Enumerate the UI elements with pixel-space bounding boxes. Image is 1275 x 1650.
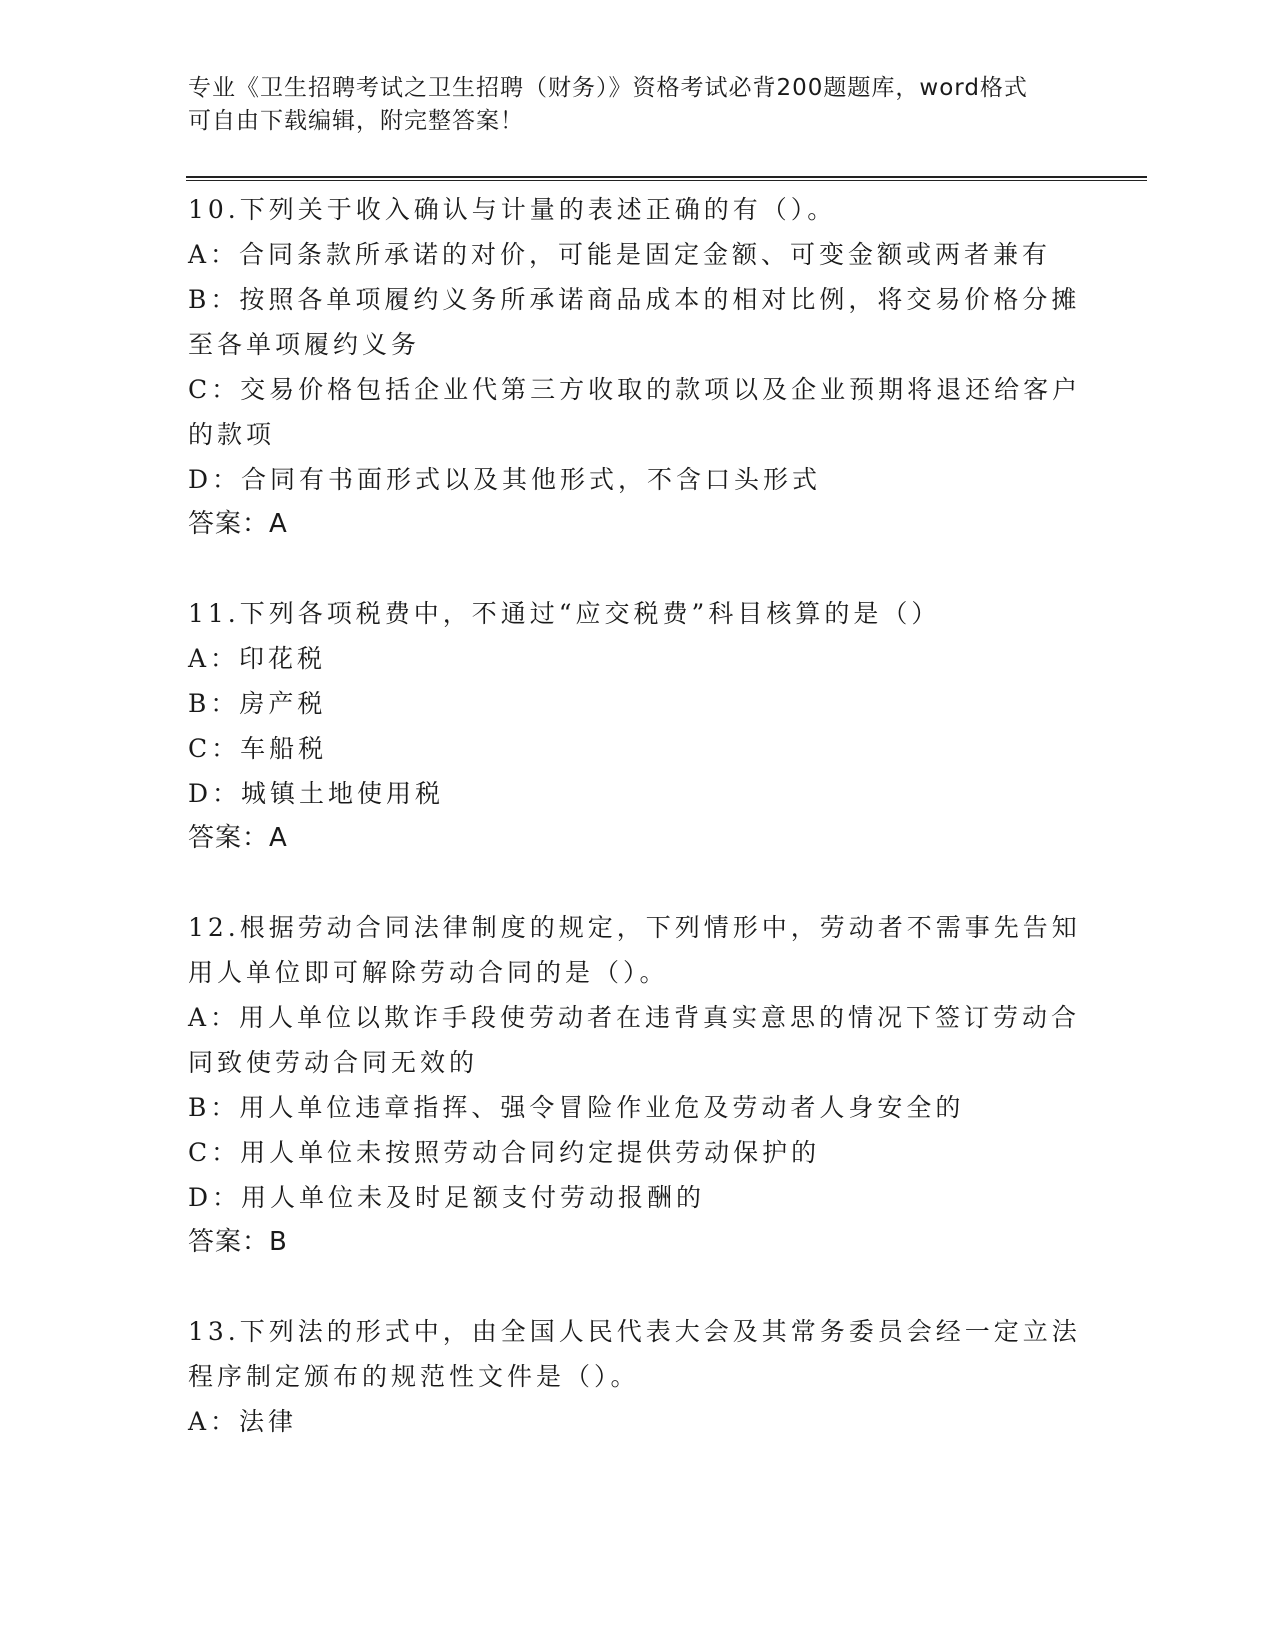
header-line: 可自由下载编辑，附完整答案！ bbox=[188, 108, 524, 134]
question-stem-continued: 程序制定颁布的规范性文件是（）。 bbox=[188, 1362, 640, 1391]
question-12 bbox=[188, 905, 1088, 1265]
option-c: C：车船税 bbox=[188, 734, 328, 763]
question-list bbox=[188, 187, 1088, 1488]
question-stem: 10.下列关于收入确认与计量的表述正确的有（）。 bbox=[188, 195, 837, 224]
header-divider bbox=[186, 176, 1147, 181]
answer-line: 答案：A bbox=[188, 823, 288, 853]
option-a: A：合同条款所承诺的对价，可能是固定金额、可变金额或两者兼有 bbox=[188, 240, 1052, 269]
question-stem: 12.根据劳动合同法律制度的规定，下列情形中，劳动者不需事先告知 bbox=[188, 913, 1081, 942]
answer-line: 答案：B bbox=[188, 1227, 288, 1257]
question-10 bbox=[188, 187, 1088, 547]
option-b: B：房产税 bbox=[188, 689, 327, 718]
question-stem: 13.下列法的形式中，由全国人民代表大会及其常务委员会经一定立法 bbox=[188, 1317, 1081, 1346]
option-b: B：按照各单项履约义务所承诺商品成本的相对比例，将交易价格分摊 bbox=[188, 285, 1081, 314]
document-header bbox=[188, 72, 1088, 138]
question-stem-continued: 用人单位即可解除劳动合同的是（）。 bbox=[188, 958, 669, 987]
option-c: C：用人单位未按照劳动合同约定提供劳动保护的 bbox=[188, 1138, 821, 1167]
option-d: D：用人单位未及时足额支付劳动报酬的 bbox=[188, 1183, 706, 1212]
question-11 bbox=[188, 591, 1088, 861]
header-line: 专业《卫生招聘考试之卫生招聘（财务）》资格考试必背200题题库，word格式 bbox=[188, 75, 1028, 101]
answer-line: 答案：A bbox=[188, 509, 288, 539]
option-d: D：城镇土地使用税 bbox=[188, 779, 445, 808]
option-a: A：印花税 bbox=[188, 644, 327, 673]
question-13 bbox=[188, 1309, 1088, 1444]
option-d: D：合同有书面形式以及其他形式，不含口头形式 bbox=[188, 465, 822, 494]
option-a: A：法律 bbox=[188, 1407, 298, 1436]
option-a: A：用人单位以欺诈手段使劳动者在违背真实意思的情况下签订劳动合 bbox=[188, 1003, 1081, 1032]
option-a-continued: 同致使劳动合同无效的 bbox=[188, 1048, 479, 1077]
option-b-continued: 至各单项履约义务 bbox=[188, 330, 421, 359]
option-b: B：用人单位违章指挥、强令冒险作业危及劳动者人身安全的 bbox=[188, 1093, 965, 1122]
option-c-continued: 的款项 bbox=[188, 420, 276, 449]
document-page bbox=[188, 0, 1148, 1650]
question-stem: 11.下列各项税费中，不通过“应交税费”科目核算的是（） bbox=[188, 599, 941, 628]
option-c: C：交易价格包括企业代第三方收取的款项以及企业预期将退还给客户 bbox=[188, 375, 1082, 404]
